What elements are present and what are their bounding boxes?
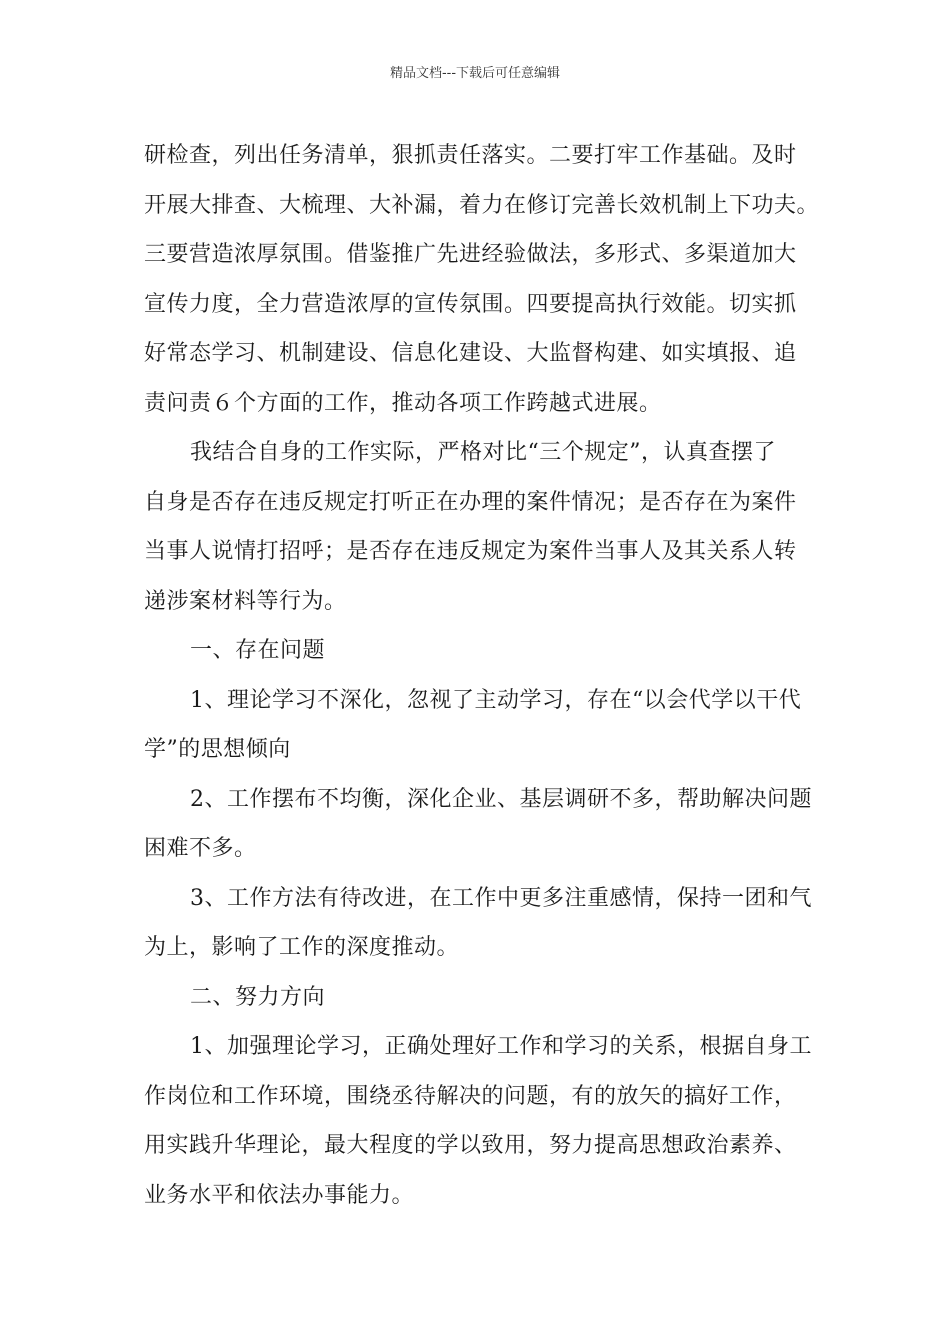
text-line: 作岗位和工作环境，围绕丞待解决的问题，有的放矢的搞好工作，	[144, 1083, 797, 1109]
text-line: 开展大排查、大梳理、大补漏，着力在修订完善长效机制上下功夫。	[144, 192, 820, 218]
text-line: 1、理论学习不深化，忽视了主动学习，存在“以会代学以干代	[190, 687, 802, 713]
text-line: 3、工作方法有待改进，在工作中更多注重感情，保持一团和气	[190, 885, 812, 911]
text-line: 一、存在问题	[190, 638, 326, 663]
text-line: 困难不多。	[144, 836, 257, 861]
text-line: 宣传力度，全力营造浓厚的宣传氛围。四要提高执行效能。切实抓	[144, 291, 797, 317]
text-line: 为上，影响了工作的深度推动。	[144, 935, 460, 960]
text-line: 我结合自身的工作实际，严格对比“三个规定”，认真查摆了	[190, 440, 776, 465]
text-line: 2、工作摆布不均衡，深化企业、基层调研不多，帮助解决问题	[190, 786, 812, 812]
document-body	[144, 131, 820, 1220]
text-line: 用实践升华理论，最大程度的学以致用，努力提高思想政治素养、	[144, 1133, 797, 1158]
text-line: 递涉案材料等行为。	[144, 588, 347, 614]
text-line: 研检查，列出任务清单，狠抓责任落实。二要打牢工作基础。及时	[144, 143, 797, 168]
text-line: 二、努力方向	[190, 984, 326, 1010]
page-header: 精品文档---下载后可任意编辑	[389, 66, 561, 81]
text-line: 1、加强理论学习，正确处理好工作和学习的关系，根据自身工	[190, 1034, 812, 1059]
text-line: 自身是否存在违反规定打听正在办理的案件情况；是否存在为案件	[144, 489, 797, 515]
text-line: 三要营造浓厚氛围。借鉴推广先进经验做法，多形式、多渠道加大	[144, 242, 797, 267]
text-line: 学”的思想倾向	[144, 737, 291, 762]
text-line: 当事人说情打招呼；是否存在违反规定为案件当事人及其关系人转	[144, 539, 797, 564]
text-line: 好常态学习、机制建设、信息化建设、大监督构建、如实填报、追	[144, 341, 797, 366]
text-line: 业务水平和依法办事能力。	[144, 1182, 415, 1208]
text-line: 责问责６个方面的工作，推动各项工作跨越式进展。	[144, 390, 662, 416]
